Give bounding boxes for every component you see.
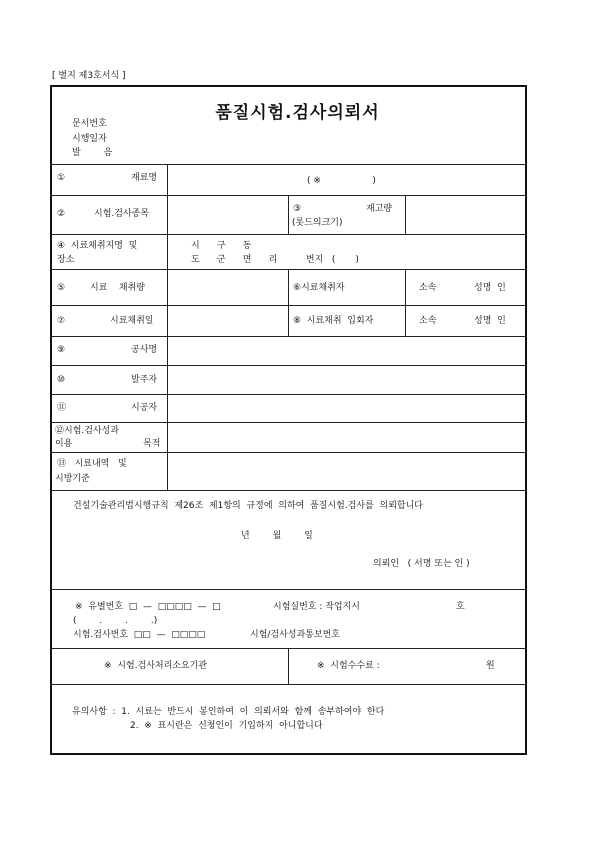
contractor-num: ⑪ (57, 403, 67, 413)
registration-number: ※ 유별번호 □ — □□□□ — □ (75, 602, 221, 612)
client-label: 발주자 (131, 375, 158, 385)
column-divider (288, 648, 289, 684)
form-title: 품질시험.검사의뢰서 (215, 103, 380, 123)
test-fee-label: ※ 시험수수료 : (317, 661, 380, 671)
note-line-1: 유의사항 : 1. 시료는 반드시 봉인하여 이 의뢰서와 함께 송부하여야 한다 (72, 707, 385, 717)
sample-date-label: 시료채취일 (110, 316, 154, 326)
doc-no-label: 문서번호 (72, 119, 107, 129)
note-line-2: 2. ※ 표시란은 신청인이 기입하지 아니합니다 (130, 721, 323, 731)
sample-site-label: ④ 시료채취지명 및 (57, 241, 138, 251)
stock-sub-label: (롯드의크기) (292, 218, 343, 228)
divider (50, 589, 527, 590)
column-divider (405, 195, 406, 234)
description-label-2: 시방기준 (55, 474, 90, 484)
divider (50, 490, 527, 491)
column-divider (288, 195, 289, 234)
test-number: 시험.검사번호 □□ — □□□□ (73, 630, 206, 640)
stock-label: 재고량 (366, 204, 393, 214)
date-parentheses: ( . . .) (73, 616, 158, 626)
report-number: 시험/검사성과통보번호 (250, 630, 340, 640)
purpose-label-2b: 목적 (143, 439, 161, 449)
divider (50, 452, 527, 453)
sampler-label: ⑥시료채취자 (293, 283, 345, 293)
column-divider (405, 269, 406, 336)
requester-label: 의뢰인 ( 서명 또는 인 ) (373, 559, 470, 569)
purpose-label: ⑫시험.검사성과 (55, 426, 120, 436)
affiliation-label: 소속 (419, 283, 437, 293)
material-value: ( ※ ) (307, 176, 376, 186)
divider (50, 394, 527, 395)
material-num: ① (57, 173, 66, 183)
divider (50, 336, 527, 337)
address-line-1: 시 구 동 (191, 241, 252, 251)
purpose-label-2a: 이용 (55, 439, 73, 449)
sample-date-num: ⑦ (57, 316, 66, 326)
sample-qty-label: 시료 채취량 (90, 283, 145, 293)
stock-num: ③ (293, 204, 302, 214)
address-line-2: 도 군 면 리 번지 ( ) (191, 255, 359, 265)
ho-label: 호 (456, 602, 465, 612)
divider (50, 234, 527, 235)
sign-label: 성명 인 (474, 283, 506, 293)
request-date: 년 월 일 (241, 531, 313, 541)
won-label: 원 (486, 661, 495, 671)
project-num: ⑨ (57, 345, 66, 355)
recipient-label: 발 음 (72, 148, 113, 158)
affiliation-label-2: 소속 (419, 316, 437, 326)
contractor-label: 시공자 (131, 403, 158, 413)
divider (50, 164, 527, 165)
material-label: 재료명 (131, 173, 158, 183)
divider (50, 365, 527, 366)
request-statement: 건설기술관리법시행규칙 제26조 제1항의 규정에 의하여 품질시험.검사를 의뢰합니다 (73, 501, 423, 511)
lab-room-number: 시험실번호 : 작업지시 (273, 602, 361, 612)
form-label: [ 별지 제3호서식 ] (52, 71, 126, 81)
divider (50, 684, 527, 685)
test-type-num: ② (57, 209, 66, 219)
description-label: ⑬ 시료내역 및 (57, 459, 127, 469)
client-num: ⑩ (57, 375, 66, 385)
sample-qty-num: ⑤ (57, 283, 66, 293)
test-type-label: 시험.검사종목 (94, 209, 150, 219)
witness-label: ⑧ 시료채취 입회자 (293, 316, 374, 326)
processing-agency: ※ 시험.검사처리소요기관 (104, 661, 208, 671)
project-label: 공사명 (131, 345, 158, 355)
sign-label-2: 성명 인 (474, 316, 506, 326)
divider (50, 422, 527, 423)
column-divider (167, 164, 168, 490)
issue-date-label: 시행일자 (72, 134, 107, 144)
column-divider (288, 269, 289, 336)
sample-site-label-2: 장소 (57, 255, 75, 265)
